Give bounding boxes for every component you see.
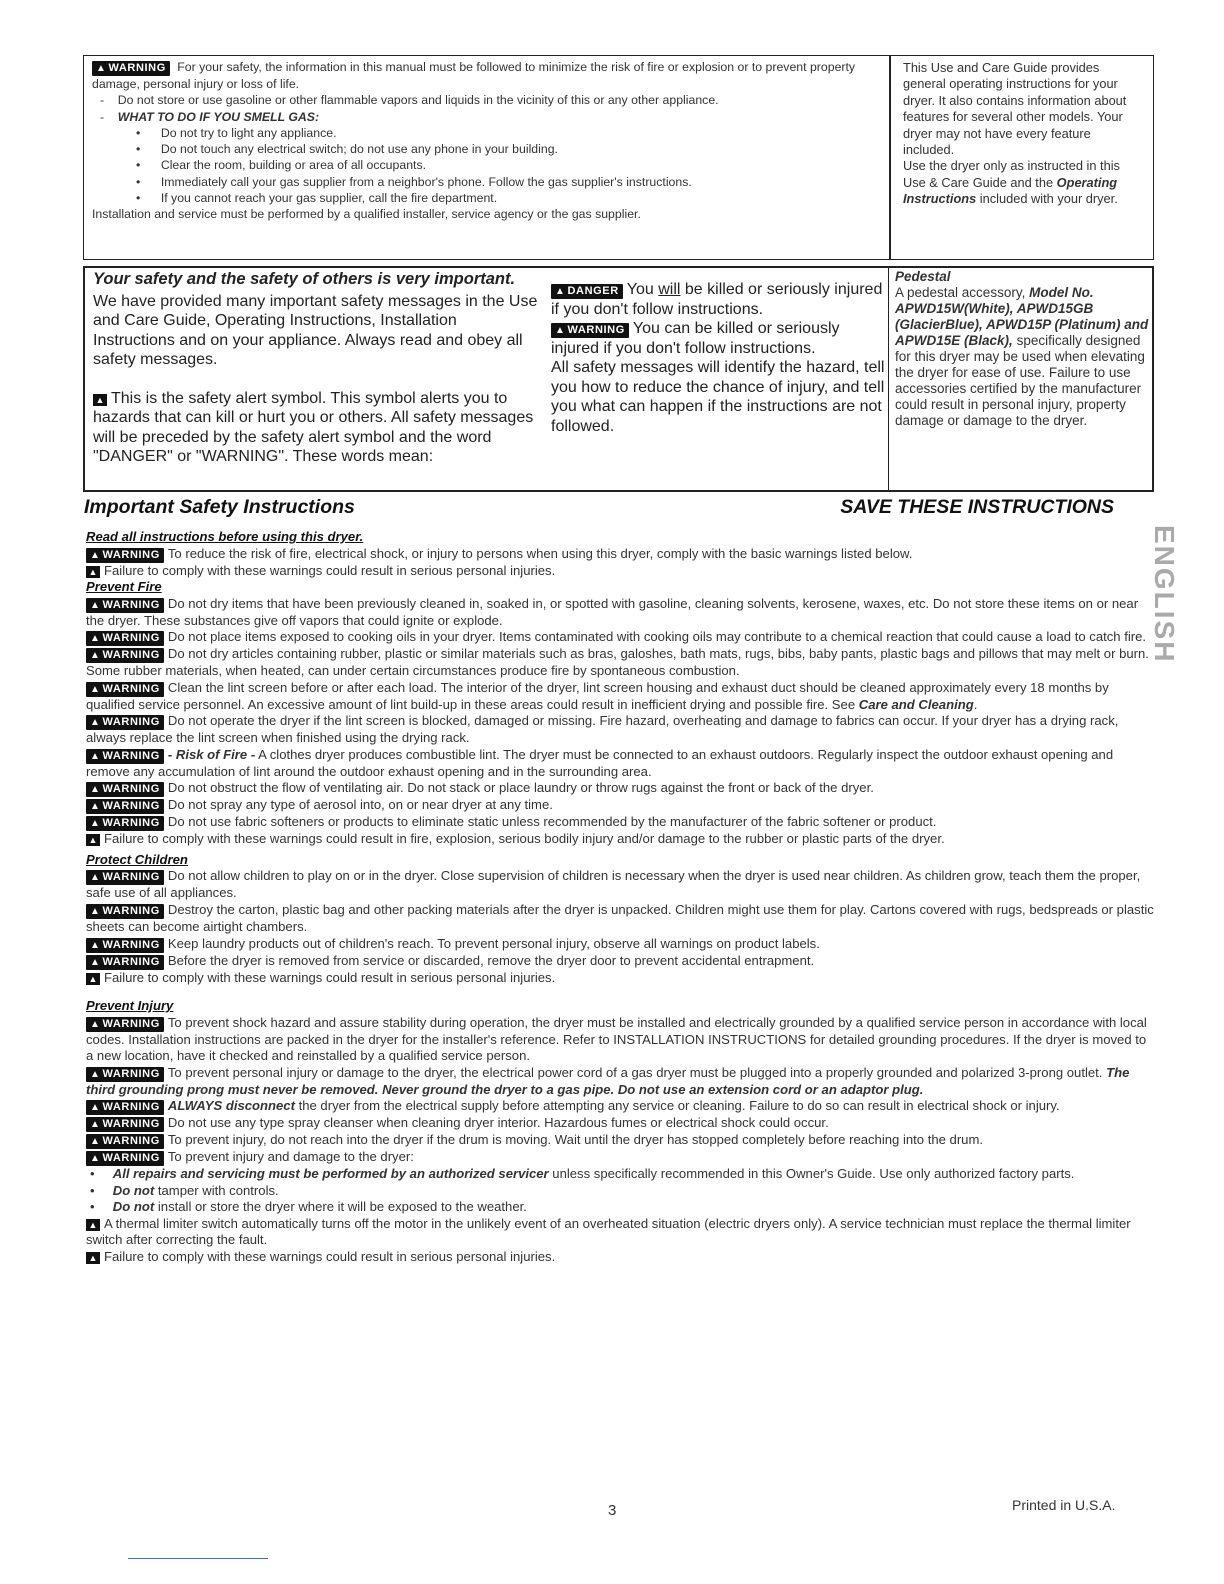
list-item: ▲ WARNING To reduce the risk of fire, electrical shock, or injury to persons when using this dryer, comply with the basic warnings listed below. (86, 546, 1154, 563)
safety-para-1: We have provided many important safety messages in the Use and Care Guide, Operating Instructions, Installation Instructions and on your appliance. Always read and obey all safety messages. (93, 292, 538, 368)
prevent-fire-heading: Prevent Fire (86, 579, 162, 595)
list-item: ▲ WARNING To prevent injury and damage to the dryer: (86, 1149, 1154, 1166)
warning-badge: ▲ WARNING (86, 782, 164, 797)
warning-badge: ▲ WARNING (86, 749, 164, 764)
warning-badge: ▲ WARNING (86, 799, 164, 814)
list-item: ▲ WARNING Do not dry items that have been previously cleaned in, soaked in, or spotted with gasoline, cleaning solvents, kerosene, waxes, etc. Do not store these items on or near the dryer. These substances give off vapors that could ignite or explode. (86, 595, 1139, 628)
warning-badge: ▲ WARNING (86, 648, 164, 663)
list-item: ▲ WARNING Keep laundry products out of children's reach. To prevent personal injury, observe all warnings on product labels. (86, 936, 1154, 953)
list-item: • Do not install or store the dryer where it will be exposed to the weather. (90, 1199, 527, 1215)
save-instructions: SAVE THESE INSTRUCTIONS (840, 496, 1114, 518)
list-item: ▲ WARNING Do not use fabric softeners or products to eliminate static unless recommended by the manufacturer of the fabric softener or product. (86, 814, 1154, 831)
list-item: • All repairs and servicing must be performed by an authorized servicer unless specifically recommended in this Owner's Guide. Use only authorized factory parts. (90, 1166, 1075, 1182)
warning-badge: ▲ WARNING (86, 548, 164, 563)
list-item: • Clear the room, building or area of all occupants. (136, 158, 427, 173)
pedestal-text: A pedestal accessory, Model No. APWD15W(White), APWD15GB (GlacierBlue), APWD15P (Platinum) and APWD15E (Black), specifically designed for this dryer may be used when elevating the dryer for ease of use. Failure to use accessories certified by the manufacturer could result in personal injury, property damage or damage to the dryer. (895, 285, 1149, 428)
warning-badge: ▲ WARNING (86, 1117, 164, 1132)
list-item: ▲ WARNING Do not dry articles containing rubber, plastic or similar materials such as bras, galoshes, bath mats, rugs, bibs, baby pants, plastic bags and pillows that may melt or burn. Some rubber materials, when heated, can under certain circumstances produce fire by spontaneous combustion. (86, 646, 1149, 679)
warning-badge: ▲ WARNING (86, 1151, 164, 1166)
safety-box (83, 266, 1154, 492)
list-item: ▲ WARNING To prevent personal injury or damage to the dryer, the electrical power cord of a gas dryer must be plugged into a properly grounded and polarized 3-prong outlet. The third grounding prong must never be removed. Never ground the dryer to a gas pipe. Do not use an extension cord or an adaptor plug. (86, 1064, 1130, 1097)
danger-definition: ▲ DANGER You will be killed or seriously injured if you don't follow instructions. (551, 281, 883, 318)
list-item: • Do not tamper with controls. (90, 1182, 279, 1198)
warning-badge: ▲ WARNING (92, 61, 170, 76)
list-item: ▲ WARNING Do not use any type spray cleanser when cleaning dryer interior. Hazardous fumes or electrical shock could occur. (86, 1115, 1154, 1132)
warning-badge: ▲ WARNING (86, 904, 164, 919)
language-tab: ENGLISH (1149, 525, 1180, 664)
warning-badge: ▲ WARNING (86, 631, 164, 646)
alert-symbol-icon: ▲ (86, 566, 100, 578)
list-item: ▲ WARNING Before the dryer is removed from service or discarded, remove the dryer door to prevent accidental entrapment. (86, 953, 1154, 970)
all-messages-note: All safety messages will identify the hazard, tell you how to reduce the chance of injury, and tell you what can happen if the instructions are not followed. (551, 359, 885, 435)
warning-badge: ▲ WARNING (86, 955, 164, 970)
alert-symbol-icon: ▲ (86, 973, 100, 985)
warning-badge: ▲ WARNING (86, 1067, 164, 1082)
alert-symbol-icon: ▲ (86, 1219, 100, 1231)
safety-heading: Your safety and the safety of others is very important. (93, 270, 516, 288)
list-item: ▲ WARNING Do not obstruct the flow of ventilating air. Do not stack or place laundry or throw rugs against the front or back of the dryer. (86, 780, 1154, 797)
list-item: ▲ WARNING To prevent injury, do not reach into the dryer if the drum is moving. Wait until the dryer has stopped completely before reaching into the drum. (86, 1132, 1154, 1149)
list-item: ▲ WARNING Do not place items exposed to cooking oils in your dryer. Items contaminated with cooking oils may contribute to a chemical reaction that could cause a load to catch fire. (86, 629, 1154, 646)
list-item: ▲ Failure to comply with these warnings could result in serious personal injuries. (86, 1249, 1154, 1266)
list-item: ▲ WARNING Clean the lint screen before or after each load. The interior of the dryer, lint screen housing and exhaust duct should be cleaned approximately every 18 months by qualified service personnel. An excessive amount of lint build-up in these areas could result in inefficient drying and possible fire. See Care and Cleaning. (86, 679, 1109, 712)
guide-text-2: Use the dryer only as instructed in this Use & Care Guide and the Operating Instructions included with your dryer. (903, 158, 1120, 207)
pedestal-col (888, 268, 1153, 490)
printed-note: Printed in U.S.A. (1012, 1497, 1116, 1513)
warning-badge: ▲ WARNING (86, 1134, 164, 1149)
warning-badge: ▲ WARNING (86, 938, 164, 953)
alert-triangle-icon: ▲ (96, 63, 107, 74)
list-item: • If you cannot reach your gas supplier, call the fire department. (136, 191, 498, 206)
list-item: ▲ Failure to comply with these warnings could result in serious personal injuries. (86, 563, 1154, 580)
pedestal-title: Pedestal (895, 269, 951, 284)
page-title: Important Safety Instructions (84, 496, 355, 518)
protect-children-heading: Protect Children (86, 851, 188, 867)
guide-box (890, 55, 1154, 260)
alert-triangle-icon: ▲ (555, 325, 566, 336)
list-item: ▲ Failure to comply with these warnings could result in serious personal injuries. (86, 970, 1154, 987)
safety-left-col (93, 270, 538, 467)
list-item: ▲ Failure to comply with these warnings could result in fire, explosion, serious bodily injury and/or damage to the rubber or plastic parts of the dryer. (86, 831, 1154, 848)
safety-mid-col (551, 280, 887, 436)
section-header (84, 496, 1114, 519)
list-item: ▲ A thermal limiter switch automatically turns off the motor in the unlikely event of an overheated situation (electric dryers only). A service technician must replace the thermal limiter switch after correcting the fault. (86, 1215, 1131, 1248)
warning-badge: ▲ WARNING (86, 1100, 164, 1115)
alert-triangle-icon: ▲ (555, 286, 566, 297)
list-item: ▲ WARNING Destroy the carton, plastic bag and other packing materials after the dryer is unpacked. Children might use them for play. Cartons covered with rugs, bedspreads or plastic sheets can become airtight chambers. (86, 902, 1154, 935)
alert-symbol-icon: ▲ (86, 834, 100, 846)
safety-para-2: ▲ This is the safety alert symbol. This symbol alerts you to hazards that can kill or hurt you or others. All safety messages will be preceded by the safety alert symbol and the word "DANGER" or "WARNING". These words mean: (93, 389, 534, 465)
list-item: ▲ WARNING - Risk of Fire - A clothes dryer produces combustible lint. The dryer must be connected to an exhaust outdoors. Regularly inspect the outdoor exhaust opening and remove any accumulation of lint around the outdoor exhaust opening and in the surrounding area. (86, 746, 1114, 779)
footer-rule (128, 1558, 268, 1559)
warning-badge: ▲ WARNING (551, 323, 629, 338)
install-note: Installation and service must be performed by a qualified installer, service agency or the gas supplier. (92, 207, 641, 222)
warning-definition: ▲ WARNING You can be killed or seriously injured if you don't follow instructions. (551, 320, 840, 357)
instructions-body (86, 529, 1154, 1266)
warning-badge: ▲ WARNING (86, 816, 164, 831)
warning-badge: ▲ WARNING (86, 715, 164, 730)
warning-badge: ▲ WARNING (86, 682, 164, 697)
danger-badge: ▲ DANGER (551, 284, 623, 299)
read-all-heading: Read all instructions before using this dryer. (86, 529, 364, 544)
warning-badge: ▲ WARNING (86, 1017, 164, 1032)
gas-bullets (92, 125, 881, 206)
warning-badge: ▲ WARNING (86, 870, 164, 885)
list-item: ▲ WARNING ALWAYS disconnect the dryer from the electrical supply before attempting any service or cleaning. Failure to do so can result in electrical shock or injury. (86, 1098, 1154, 1115)
list-item: • Do not try to light any appliance. (136, 125, 337, 140)
list-item: ▲ WARNING Do not spray any type of aerosol into, on or near dryer at any time. (86, 797, 1154, 814)
prevent-injury-heading: Prevent Injury (86, 998, 174, 1014)
warning-badge: ▲ WARNING (86, 598, 164, 613)
top-warning-text: ▲ WARNING For your safety, the information in this manual must be followed to minimize the risk of fire or explosion or to prevent property damage, personal injury or loss of life. (92, 60, 856, 91)
top-warning-box (83, 55, 890, 260)
page-number: 3 (608, 1502, 617, 1519)
list-item: ▲ WARNING Do not allow children to play on or in the dryer. Close supervision of children is necessary when the dryer is used near children. As children grow, teach them the proper, safe use of all appliances. (86, 868, 1141, 901)
dash-item: - Do not store or use gasoline or other flammable vapors and liquids in the vicinity of this or any other appliance. (100, 93, 719, 108)
care-cleaning-ref: Care and Cleaning (858, 696, 974, 712)
list-item: • Do not touch any electrical switch; do not use any phone in your building. (136, 142, 558, 157)
list-item: • Immediately call your gas supplier from a neighbor's phone. Follow the gas supplier's instructions. (136, 174, 692, 189)
list-item: ▲ WARNING To prevent shock hazard and assure stability during operation, the dryer must be installed and electrically grounded by a qualified service person in accordance with local codes. Installation instructions are packed in the dryer for the installer's reference. Refer to INSTALLATION INSTRUCTIONS for detailed grounding procedures. If the dryer is moved to a new location, have it checked and reinstalled by a qualified service person. (86, 1014, 1147, 1064)
smell-gas-heading: - WHAT TO DO IF YOU SMELL GAS: (100, 109, 320, 124)
list-item: ▲ WARNING Do not operate the dryer if the lint screen is blocked, damaged or missing. Fire hazard, overheating and damage to fabrics can occur. If your dryer has a drying rack, always replace the lint screen when finished using the drying rack. (86, 713, 1119, 746)
alert-symbol-icon: ▲ (93, 394, 107, 406)
guide-text: This Use and Care Guide provides general operating instructions for your dryer. It also contains information about features for several other models. Your dryer may not have every feature included. (903, 60, 1127, 158)
alert-symbol-icon: ▲ (86, 1252, 100, 1264)
